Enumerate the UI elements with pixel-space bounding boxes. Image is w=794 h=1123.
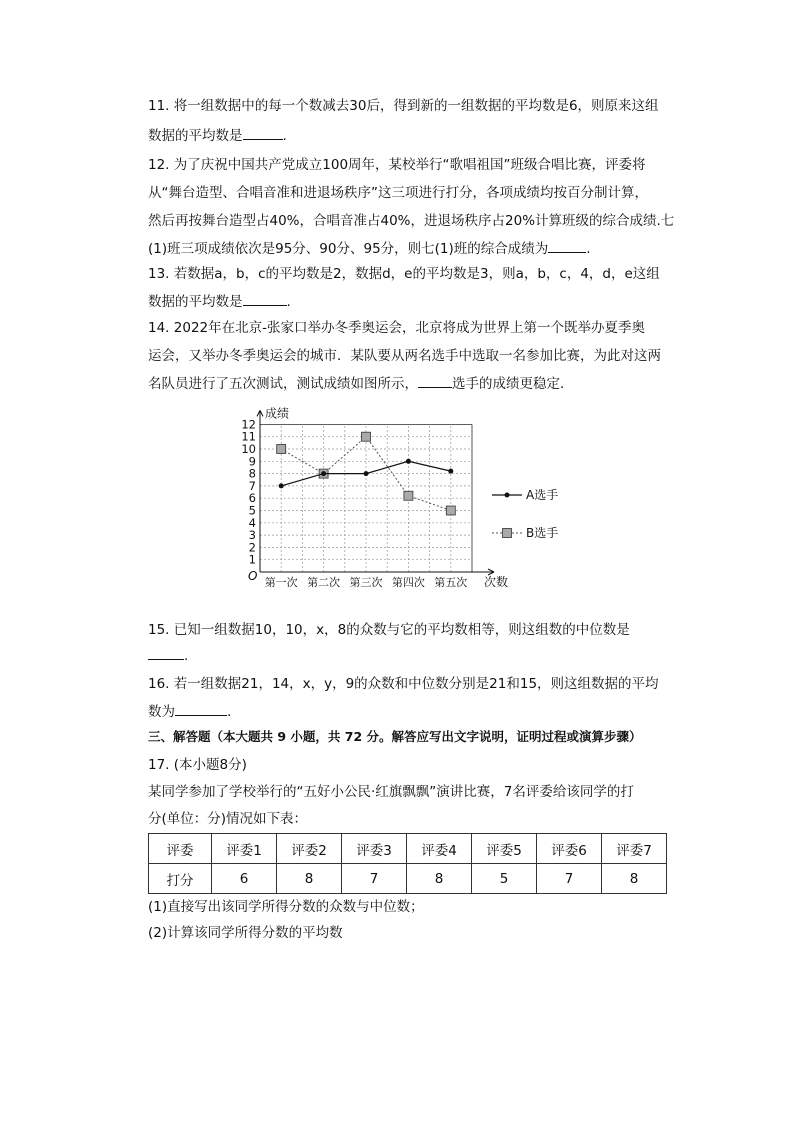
y-tick-label: 4: [248, 515, 256, 530]
y-tick-label: 5: [248, 503, 256, 518]
q11-line2: [148, 124, 287, 144]
q15-line1: 15. 已知一组数据10，10，x，8的众数与它的平均数相等，则这组数的中位数是: [148, 622, 630, 638]
y-tick-label: 10: [241, 442, 256, 456]
y-tick-label: 9: [248, 454, 256, 469]
q12-line3: 然后再按舞台造型占40%，合唱音准占40%，进退场秩序占20%计算班级的综合成绩.七: [148, 213, 675, 229]
answer-blank[interactable]: [418, 374, 452, 388]
series-b-point: [362, 432, 371, 441]
q17-sub1: (1)直接写出该同学所得分数的众数与中位数；: [148, 899, 424, 915]
q17-sub2: (2)计算该同学所得分数的平均数: [148, 925, 343, 941]
q14-line1: 14. 2022年在北京-张家口举办冬季奥运会，北京将成为世界上第一个既举办夏季奥: [148, 320, 645, 336]
table-cell: 评委2: [277, 834, 342, 864]
y-tick-label: 8: [248, 466, 256, 481]
legend-b-marker: [503, 529, 512, 538]
answer-blank[interactable]: [548, 239, 586, 253]
table-cell: 评委7: [602, 834, 667, 864]
q14-line2: 运会，又举办冬季奥运会的城市．某队要从两名选手中选取一名参加比赛，为此对这两: [148, 348, 661, 364]
q15-line2: [148, 646, 188, 664]
answer-blank[interactable]: [243, 292, 287, 306]
x-tick-label: 第三次: [349, 576, 383, 589]
chart-grid: [260, 424, 472, 572]
answer-blank[interactable]: [243, 126, 283, 140]
table-cell: 评委: [149, 834, 212, 864]
table-cell: 6: [212, 864, 277, 894]
x-tick-label: 第一次: [264, 576, 298, 589]
table-cell: 8: [277, 864, 342, 894]
q16-text: 数为: [148, 704, 175, 720]
x-axis-label: 次数: [484, 575, 509, 589]
q17-header: 17. (本小题8分): [148, 757, 247, 773]
q14-line3: [148, 372, 574, 392]
q17-line1: 某同学参加了学校举行的“五好小公民·红旗飘飘”演讲比赛，7名评委给该同学的打: [148, 784, 634, 800]
q12-line4: [148, 237, 591, 257]
series-a-point: [406, 459, 411, 464]
table-cell: 8: [602, 864, 667, 894]
y-tick-label: 1: [248, 552, 256, 567]
table-header-row: [149, 834, 667, 864]
q11-text: 数据的平均数是: [148, 128, 243, 144]
chart-legend: [492, 487, 558, 540]
x-tick-label: 第四次: [391, 576, 425, 589]
table-cell: 7: [342, 864, 407, 894]
y-tick-label: 11: [241, 429, 256, 444]
q15-period: .: [184, 648, 189, 664]
origin-label: O: [248, 569, 258, 583]
x-tick-label: 第二次: [307, 576, 341, 589]
series-a-point: [321, 471, 326, 476]
y-tick-label: 2: [248, 540, 256, 555]
series-a-point: [279, 483, 284, 488]
series-b-point: [277, 445, 286, 454]
legend-b-label: B选手: [526, 526, 559, 540]
q11-line1: 11. 将一组数据中的每一个数减去30后，得到新的一组数据的平均数是6，则原来这组: [148, 98, 659, 114]
series-b-point: [446, 506, 455, 515]
score-table: [148, 833, 667, 894]
y-tick-label: 3: [248, 528, 256, 543]
legend-a-label: A选手: [526, 488, 559, 502]
answer-blank[interactable]: [148, 646, 184, 660]
table-cell: 评委1: [212, 834, 277, 864]
legend-a-marker: [505, 493, 510, 498]
y-tick-label: 12: [241, 417, 256, 432]
q12-line2: 从“舞台造型、合唱音准和进退场秩序”这三项进行打分，各项成绩均按百分制计算，: [148, 185, 648, 201]
q13-line2: [148, 290, 291, 310]
table-cell: 打分: [149, 864, 212, 894]
q14-text: 名队员进行了五次测试，测试成绩如图所示，: [148, 376, 418, 392]
table-cell: 评委4: [407, 834, 472, 864]
table-cell: 5: [472, 864, 537, 894]
series-b-point: [404, 491, 413, 500]
q12-text: (1)班三项成绩依次是95分、90分、95分，则七(1)班的综合成绩为: [148, 241, 549, 257]
q16-period: .: [227, 704, 232, 720]
q12-period: .: [586, 241, 591, 257]
q12-line1: 12. 为了庆祝中国共产党成立100周年，某校举行“歌唱祖国”班级合唱比赛，评委将: [148, 157, 646, 173]
chart-ticks: [241, 417, 467, 589]
table-cell: 7: [537, 864, 602, 894]
answer-blank[interactable]: [175, 702, 227, 716]
table-cell: 评委3: [342, 834, 407, 864]
question-11: [148, 96, 678, 116]
series-a-point: [364, 471, 369, 476]
table-row: [149, 864, 667, 894]
section-heading: 三、解答题（本大题共 9 小题，共 72 分。解答应写出文字说明，证明过程或演算步骤）: [148, 729, 642, 744]
y-tick-label: 6: [248, 491, 256, 506]
table-cell: 评委6: [537, 834, 602, 864]
q16-line1: 16. 若一组数据21，14，x，y，9的众数和中位数分别是21和15，则这组数据的平均: [148, 676, 659, 692]
x-tick-label: 第五次: [434, 576, 468, 589]
q13-line1: 13. 若数据a，b，c的平均数是2，数据d，e的平均数是3，则a，b，c，4，d，e这组: [148, 266, 660, 282]
q13-text: 数据的平均数是: [148, 294, 243, 310]
series-a-point: [448, 469, 453, 474]
chart-axes: [248, 405, 508, 589]
q14-text-end: 选手的成绩更稳定．: [452, 376, 574, 392]
table-cell: 评委5: [472, 834, 537, 864]
y-tick-label: 7: [248, 478, 256, 493]
score-line-chart: [230, 395, 570, 590]
y-axis-label: 成绩: [265, 406, 290, 421]
q11-period: .: [282, 128, 287, 144]
q13-period: .: [286, 294, 291, 310]
q16-line2: [148, 700, 231, 720]
table-cell: 8: [407, 864, 472, 894]
q17-line2: 分(单位：分)情况如下表：: [148, 811, 308, 827]
